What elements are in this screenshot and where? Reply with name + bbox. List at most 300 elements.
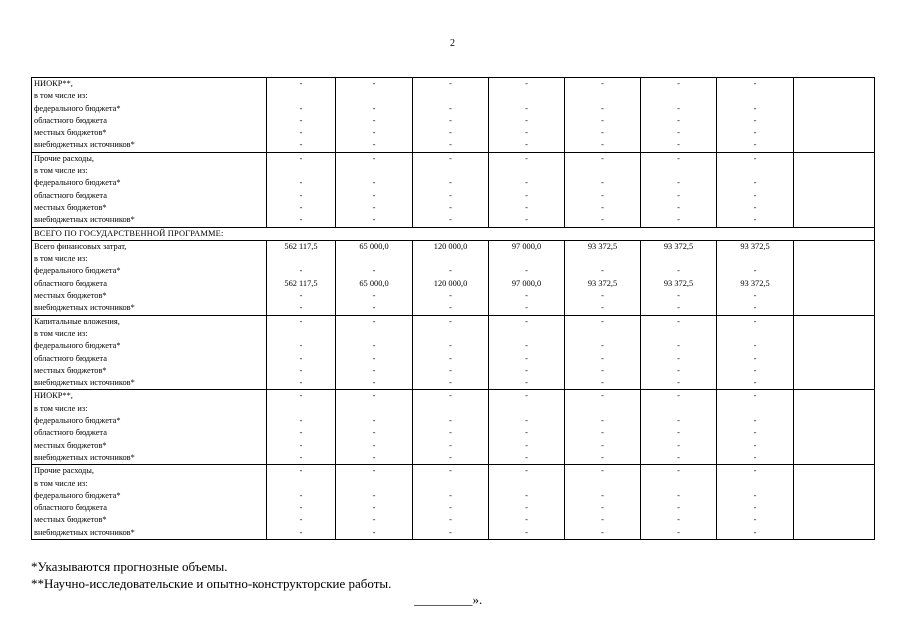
table-row xyxy=(32,139,875,152)
row-label: местных бюджетов* xyxy=(32,514,267,526)
table-row xyxy=(32,302,875,315)
row-label: в том числе из: xyxy=(32,478,267,490)
row-label: местных бюджетов* xyxy=(32,440,267,452)
value-cell: - xyxy=(717,490,794,502)
value-cell: - xyxy=(267,514,336,526)
value-cell xyxy=(565,165,641,177)
value-cell: - xyxy=(336,527,413,540)
value-cell: - xyxy=(489,340,565,352)
table-row xyxy=(32,452,875,465)
value-cell xyxy=(489,478,565,490)
row-label: областного бюджета xyxy=(32,278,267,290)
value-cell xyxy=(336,90,413,102)
value-cell xyxy=(413,90,489,102)
value-cell: - xyxy=(336,214,413,227)
value-cell: - xyxy=(336,353,413,365)
value-cell: - xyxy=(565,214,641,227)
table-row xyxy=(32,177,875,189)
table-row xyxy=(32,440,875,452)
row-label: областного бюджета xyxy=(32,427,267,439)
empty-cell xyxy=(794,353,875,365)
row-label: Прочие расходы, xyxy=(32,465,267,478)
value-cell: - xyxy=(565,127,641,139)
value-cell: - xyxy=(717,514,794,526)
value-cell: - xyxy=(641,527,717,540)
value-cell xyxy=(565,253,641,265)
value-cell: - xyxy=(717,377,794,390)
table-row xyxy=(32,265,875,277)
value-cell: - xyxy=(267,152,336,165)
value-cell: - xyxy=(336,177,413,189)
row-label: ВСЕГО ПО ГОСУДАРСТВЕННОЙ ПРОГРАММЕ: xyxy=(32,227,875,240)
value-cell: - xyxy=(489,302,565,315)
table-row xyxy=(32,353,875,365)
value-cell: - xyxy=(641,465,717,478)
value-cell: - xyxy=(565,365,641,377)
value-cell: - xyxy=(413,152,489,165)
value-cell: - xyxy=(267,202,336,214)
table-row xyxy=(32,290,875,302)
value-cell: - xyxy=(336,78,413,91)
value-cell xyxy=(336,403,413,415)
value-cell: - xyxy=(565,353,641,365)
value-cell: - xyxy=(717,152,794,165)
value-cell: - xyxy=(565,440,641,452)
value-cell: - xyxy=(565,103,641,115)
value-cell: - xyxy=(413,290,489,302)
value-cell xyxy=(641,328,717,340)
value-cell: - xyxy=(336,514,413,526)
value-cell: - xyxy=(413,103,489,115)
value-cell: - xyxy=(641,302,717,315)
value-cell xyxy=(413,328,489,340)
value-cell: - xyxy=(565,465,641,478)
row-label: федерального бюджета* xyxy=(32,177,267,189)
value-cell: - xyxy=(413,177,489,189)
row-label: в том числе из: xyxy=(32,403,267,415)
value-cell: - xyxy=(489,214,565,227)
row-label: НИОКР**, xyxy=(32,390,267,403)
value-cell: - xyxy=(641,202,717,214)
value-cell: - xyxy=(267,415,336,427)
value-cell: - xyxy=(336,490,413,502)
row-label: НИОКР**, xyxy=(32,78,267,91)
row-label: Всего финансовых затрат, xyxy=(32,240,267,253)
empty-cell xyxy=(794,115,875,127)
row-label: в том числе из: xyxy=(32,165,267,177)
row-label: областного бюджета xyxy=(32,353,267,365)
value-cell: - xyxy=(489,490,565,502)
footnotes xyxy=(31,558,391,592)
value-cell: - xyxy=(489,152,565,165)
row-label: федерального бюджета* xyxy=(32,265,267,277)
value-cell: - xyxy=(565,290,641,302)
value-cell: 562 117,5 xyxy=(267,278,336,290)
budget-table-body xyxy=(32,78,875,540)
value-cell: - xyxy=(565,390,641,403)
value-cell: - xyxy=(336,452,413,465)
value-cell: - xyxy=(717,353,794,365)
empty-cell xyxy=(794,103,875,115)
value-cell: - xyxy=(336,103,413,115)
value-cell xyxy=(717,403,794,415)
value-cell: - xyxy=(717,103,794,115)
value-cell: - xyxy=(413,390,489,403)
value-cell xyxy=(565,403,641,415)
row-label: внебюджетных источников* xyxy=(32,139,267,152)
value-cell: - xyxy=(565,115,641,127)
value-cell: - xyxy=(641,390,717,403)
value-cell: - xyxy=(717,365,794,377)
table-row xyxy=(32,427,875,439)
value-cell: - xyxy=(267,527,336,540)
value-cell: - xyxy=(489,514,565,526)
empty-cell xyxy=(794,502,875,514)
value-cell: - xyxy=(641,415,717,427)
value-cell xyxy=(413,478,489,490)
value-cell: - xyxy=(489,365,565,377)
value-cell xyxy=(489,165,565,177)
value-cell: - xyxy=(717,415,794,427)
value-cell: - xyxy=(641,490,717,502)
table-section-row xyxy=(32,227,875,240)
value-cell: - xyxy=(717,214,794,227)
empty-cell xyxy=(794,152,875,165)
empty-cell xyxy=(794,78,875,91)
empty-cell xyxy=(794,315,875,328)
table-row xyxy=(32,502,875,514)
row-label: местных бюджетов* xyxy=(32,290,267,302)
value-cell: - xyxy=(717,115,794,127)
value-cell: - xyxy=(413,202,489,214)
value-cell: - xyxy=(641,103,717,115)
value-cell: 562 117,5 xyxy=(267,240,336,253)
value-cell: - xyxy=(565,427,641,439)
value-cell xyxy=(641,90,717,102)
value-cell: - xyxy=(717,290,794,302)
value-cell xyxy=(717,328,794,340)
value-cell: - xyxy=(336,427,413,439)
empty-cell xyxy=(794,365,875,377)
value-cell: - xyxy=(489,265,565,277)
table-row xyxy=(32,527,875,540)
empty-cell xyxy=(794,415,875,427)
empty-cell xyxy=(794,390,875,403)
value-cell: - xyxy=(336,115,413,127)
empty-cell xyxy=(794,214,875,227)
table-row xyxy=(32,165,875,177)
value-cell: - xyxy=(641,315,717,328)
table-row xyxy=(32,127,875,139)
value-cell: - xyxy=(641,115,717,127)
value-cell: - xyxy=(267,440,336,452)
value-cell: - xyxy=(267,353,336,365)
value-cell xyxy=(336,165,413,177)
value-cell: - xyxy=(565,139,641,152)
value-cell: - xyxy=(267,365,336,377)
row-label: областного бюджета xyxy=(32,502,267,514)
value-cell: - xyxy=(267,377,336,390)
value-cell: 93 372,5 xyxy=(717,240,794,253)
value-cell xyxy=(267,165,336,177)
value-cell xyxy=(565,478,641,490)
table-row xyxy=(32,478,875,490)
value-cell: - xyxy=(413,302,489,315)
page-number: 2 xyxy=(450,38,455,49)
value-cell xyxy=(336,253,413,265)
value-cell: - xyxy=(267,490,336,502)
table-row xyxy=(32,377,875,390)
value-cell: - xyxy=(641,139,717,152)
table-row xyxy=(32,240,875,253)
value-cell xyxy=(489,90,565,102)
row-label: внебюджетных источников* xyxy=(32,377,267,390)
value-cell: - xyxy=(489,190,565,202)
value-cell: - xyxy=(267,390,336,403)
value-cell: - xyxy=(267,502,336,514)
value-cell: - xyxy=(413,139,489,152)
value-cell: - xyxy=(336,127,413,139)
value-cell: - xyxy=(565,190,641,202)
value-cell: - xyxy=(489,452,565,465)
empty-cell xyxy=(794,328,875,340)
value-cell: - xyxy=(267,78,336,91)
value-cell: - xyxy=(267,214,336,227)
value-cell: - xyxy=(565,502,641,514)
value-cell: - xyxy=(489,78,565,91)
value-cell: - xyxy=(489,465,565,478)
value-cell: - xyxy=(413,377,489,390)
value-cell xyxy=(565,328,641,340)
empty-cell xyxy=(794,490,875,502)
value-cell: - xyxy=(641,152,717,165)
value-cell: - xyxy=(413,527,489,540)
empty-cell xyxy=(794,190,875,202)
empty-cell xyxy=(794,377,875,390)
empty-cell xyxy=(794,202,875,214)
value-cell: - xyxy=(413,78,489,91)
value-cell: - xyxy=(489,502,565,514)
empty-cell xyxy=(794,165,875,177)
value-cell xyxy=(489,328,565,340)
value-cell: - xyxy=(565,490,641,502)
empty-cell xyxy=(794,240,875,253)
value-cell: - xyxy=(413,214,489,227)
value-cell xyxy=(641,478,717,490)
value-cell: 65 000,0 xyxy=(336,278,413,290)
value-cell: - xyxy=(641,353,717,365)
value-cell: - xyxy=(336,139,413,152)
empty-cell xyxy=(794,465,875,478)
footnote-rnd: **Научно-исследовательские и опытно-конструкторские работы. xyxy=(31,576,392,591)
row-label: федерального бюджета* xyxy=(32,340,267,352)
value-cell: - xyxy=(489,103,565,115)
value-cell: - xyxy=(267,177,336,189)
value-cell: - xyxy=(413,265,489,277)
value-cell: - xyxy=(413,502,489,514)
value-cell: - xyxy=(717,440,794,452)
value-cell: - xyxy=(267,265,336,277)
value-cell: - xyxy=(267,452,336,465)
row-label: в том числе из: xyxy=(32,90,267,102)
value-cell: - xyxy=(641,427,717,439)
value-cell: - xyxy=(267,315,336,328)
empty-cell xyxy=(794,278,875,290)
empty-cell xyxy=(794,90,875,102)
value-cell: - xyxy=(336,265,413,277)
empty-cell xyxy=(794,302,875,315)
value-cell: - xyxy=(565,265,641,277)
value-cell: - xyxy=(336,340,413,352)
value-cell xyxy=(267,253,336,265)
row-label: Прочие расходы, xyxy=(32,152,267,165)
value-cell: - xyxy=(565,415,641,427)
value-cell xyxy=(489,253,565,265)
table-row xyxy=(32,190,875,202)
value-cell: - xyxy=(565,78,641,91)
value-cell: - xyxy=(413,190,489,202)
row-label: местных бюджетов* xyxy=(32,365,267,377)
value-cell: - xyxy=(489,139,565,152)
value-cell xyxy=(717,478,794,490)
value-cell: - xyxy=(565,452,641,465)
value-cell xyxy=(641,403,717,415)
value-cell: 120 000,0 xyxy=(413,240,489,253)
value-cell: - xyxy=(717,302,794,315)
empty-cell xyxy=(794,427,875,439)
value-cell: - xyxy=(336,302,413,315)
empty-cell xyxy=(794,514,875,526)
value-cell: - xyxy=(565,514,641,526)
empty-cell xyxy=(794,253,875,265)
value-cell xyxy=(336,328,413,340)
value-cell: - xyxy=(413,353,489,365)
value-cell: - xyxy=(489,377,565,390)
value-cell xyxy=(267,90,336,102)
value-cell: - xyxy=(565,302,641,315)
value-cell: - xyxy=(565,527,641,540)
value-cell xyxy=(641,253,717,265)
empty-cell xyxy=(794,527,875,540)
value-cell: - xyxy=(413,127,489,139)
value-cell: - xyxy=(717,315,794,328)
value-cell: - xyxy=(413,490,489,502)
budget-table xyxy=(31,77,875,540)
value-cell: - xyxy=(717,465,794,478)
value-cell: - xyxy=(717,177,794,189)
value-cell: - xyxy=(413,415,489,427)
value-cell xyxy=(267,478,336,490)
table-row xyxy=(32,90,875,102)
value-cell: - xyxy=(489,127,565,139)
value-cell: - xyxy=(336,190,413,202)
value-cell: - xyxy=(489,115,565,127)
value-cell xyxy=(717,253,794,265)
value-cell: - xyxy=(641,440,717,452)
empty-cell xyxy=(794,177,875,189)
table-row xyxy=(32,365,875,377)
value-cell: - xyxy=(717,202,794,214)
row-label: местных бюджетов* xyxy=(32,127,267,139)
value-cell: - xyxy=(641,190,717,202)
table-row xyxy=(32,278,875,290)
value-cell: - xyxy=(489,440,565,452)
table-row xyxy=(32,415,875,427)
value-cell: - xyxy=(565,177,641,189)
empty-cell xyxy=(794,127,875,139)
value-cell: - xyxy=(641,365,717,377)
value-cell: - xyxy=(717,340,794,352)
value-cell xyxy=(489,403,565,415)
value-cell: - xyxy=(336,390,413,403)
value-cell: - xyxy=(267,290,336,302)
empty-cell xyxy=(794,403,875,415)
table-row xyxy=(32,152,875,165)
value-cell: - xyxy=(717,139,794,152)
value-cell: - xyxy=(413,440,489,452)
empty-cell xyxy=(794,478,875,490)
row-label: внебюджетных источников* xyxy=(32,302,267,315)
value-cell: - xyxy=(565,202,641,214)
table-row xyxy=(32,465,875,478)
value-cell: - xyxy=(717,78,794,91)
table-row xyxy=(32,514,875,526)
row-label: областного бюджета xyxy=(32,190,267,202)
value-cell: 93 372,5 xyxy=(565,240,641,253)
row-label: в том числе из: xyxy=(32,328,267,340)
value-cell: - xyxy=(267,139,336,152)
value-cell: - xyxy=(489,202,565,214)
value-cell: - xyxy=(413,315,489,328)
value-cell: - xyxy=(717,390,794,403)
table-row xyxy=(32,340,875,352)
value-cell: - xyxy=(489,415,565,427)
value-cell: - xyxy=(489,315,565,328)
value-cell xyxy=(413,403,489,415)
table-row xyxy=(32,214,875,227)
table-row xyxy=(32,403,875,415)
closing-mark: _________». xyxy=(414,592,483,607)
value-cell: - xyxy=(336,440,413,452)
value-cell: - xyxy=(267,302,336,315)
value-cell: - xyxy=(641,377,717,390)
value-cell: - xyxy=(489,427,565,439)
empty-cell xyxy=(794,290,875,302)
value-cell: - xyxy=(489,290,565,302)
table-row xyxy=(32,78,875,91)
value-cell: - xyxy=(267,115,336,127)
value-cell: - xyxy=(413,427,489,439)
empty-cell xyxy=(794,452,875,465)
row-label: внебюджетных источников* xyxy=(32,214,267,227)
value-cell: - xyxy=(336,152,413,165)
value-cell: - xyxy=(717,527,794,540)
value-cell xyxy=(413,165,489,177)
value-cell: - xyxy=(413,340,489,352)
value-cell: - xyxy=(336,365,413,377)
value-cell: - xyxy=(641,127,717,139)
value-cell xyxy=(267,403,336,415)
value-cell: - xyxy=(413,115,489,127)
value-cell xyxy=(717,165,794,177)
row-label: внебюджетных источников* xyxy=(32,452,267,465)
value-cell: - xyxy=(641,502,717,514)
value-cell: - xyxy=(565,377,641,390)
value-cell: - xyxy=(641,265,717,277)
value-cell: - xyxy=(336,502,413,514)
empty-cell xyxy=(794,265,875,277)
value-cell: - xyxy=(413,452,489,465)
